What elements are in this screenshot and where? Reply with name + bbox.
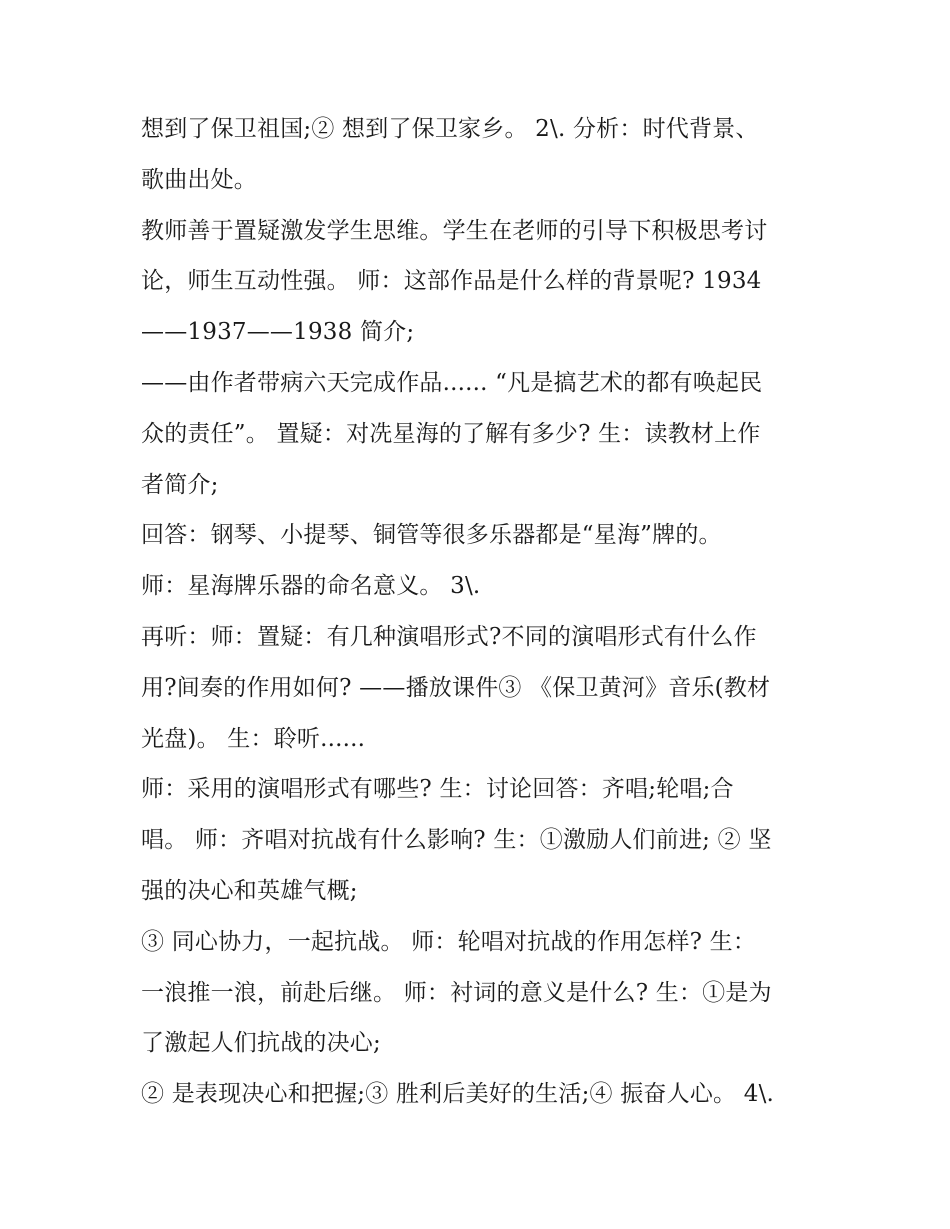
text-line: ③ 同心协力，一起抗战。 师：轮唱对抗战的作用怎样? 生：	[141, 928, 757, 955]
text-line: 想到了保卫祖国;② 想到了保卫家乡。 2\. 分析：时代背景、	[141, 116, 759, 142]
text-line: ——由作者带病六天完成作品...... “凡是搞艺术的都有唤起民	[141, 369, 763, 396]
text-line: 众的责任”。 置疑：对冼星海的了解有多少? 生：读教材上作	[141, 420, 761, 447]
text-line: ——1937——1938 简介;	[141, 319, 415, 346]
text-line: 一浪推一浪，前赴后继。 师：衬词的意义是什么? 生：①是为	[141, 979, 772, 1006]
text-line: 光盘)。 生：聆听......	[141, 725, 366, 752]
text-line: 强的决心和英雄气概;	[141, 877, 358, 904]
text-line: 论，师生互动性强。 师：这部作品是什么样的背景呢? 1934	[141, 268, 762, 295]
text-line: 师：采用的演唱形式有哪些? 生：讨论回答：齐唱;轮唱;合	[141, 776, 734, 803]
document-body	[141, 104, 821, 1120]
text-line: 师：星海牌乐器的命名意义。 3\.	[141, 573, 481, 600]
text-line: 者简介;	[141, 471, 219, 498]
text-line: 唱。 师：齐唱对抗战有什么影响? 生：①激励人们前进; ② 坚	[141, 827, 772, 854]
text-line: 用?间奏的作用如何? ——播放课件③ 《保卫黄河》音乐(教材	[141, 674, 771, 701]
text-line: 了激起人们抗战的决心;	[141, 1030, 381, 1057]
text-line: 教师善于置疑激发学生思维。学生在老师的引导下积极思考讨	[141, 217, 768, 244]
text-line: 歌曲出处。	[141, 166, 257, 193]
text-line: ② 是表现决心和把握;③ 胜利后美好的生活;④ 振奋人心。 4\.	[141, 1081, 775, 1108]
text-line: 再听：师：置疑：有几种演唱形式?不同的演唱形式有什么作	[141, 623, 757, 650]
text-line: 回答：钢琴、小提琴、铜管等很多乐器都是“星海”牌的。	[141, 522, 722, 549]
